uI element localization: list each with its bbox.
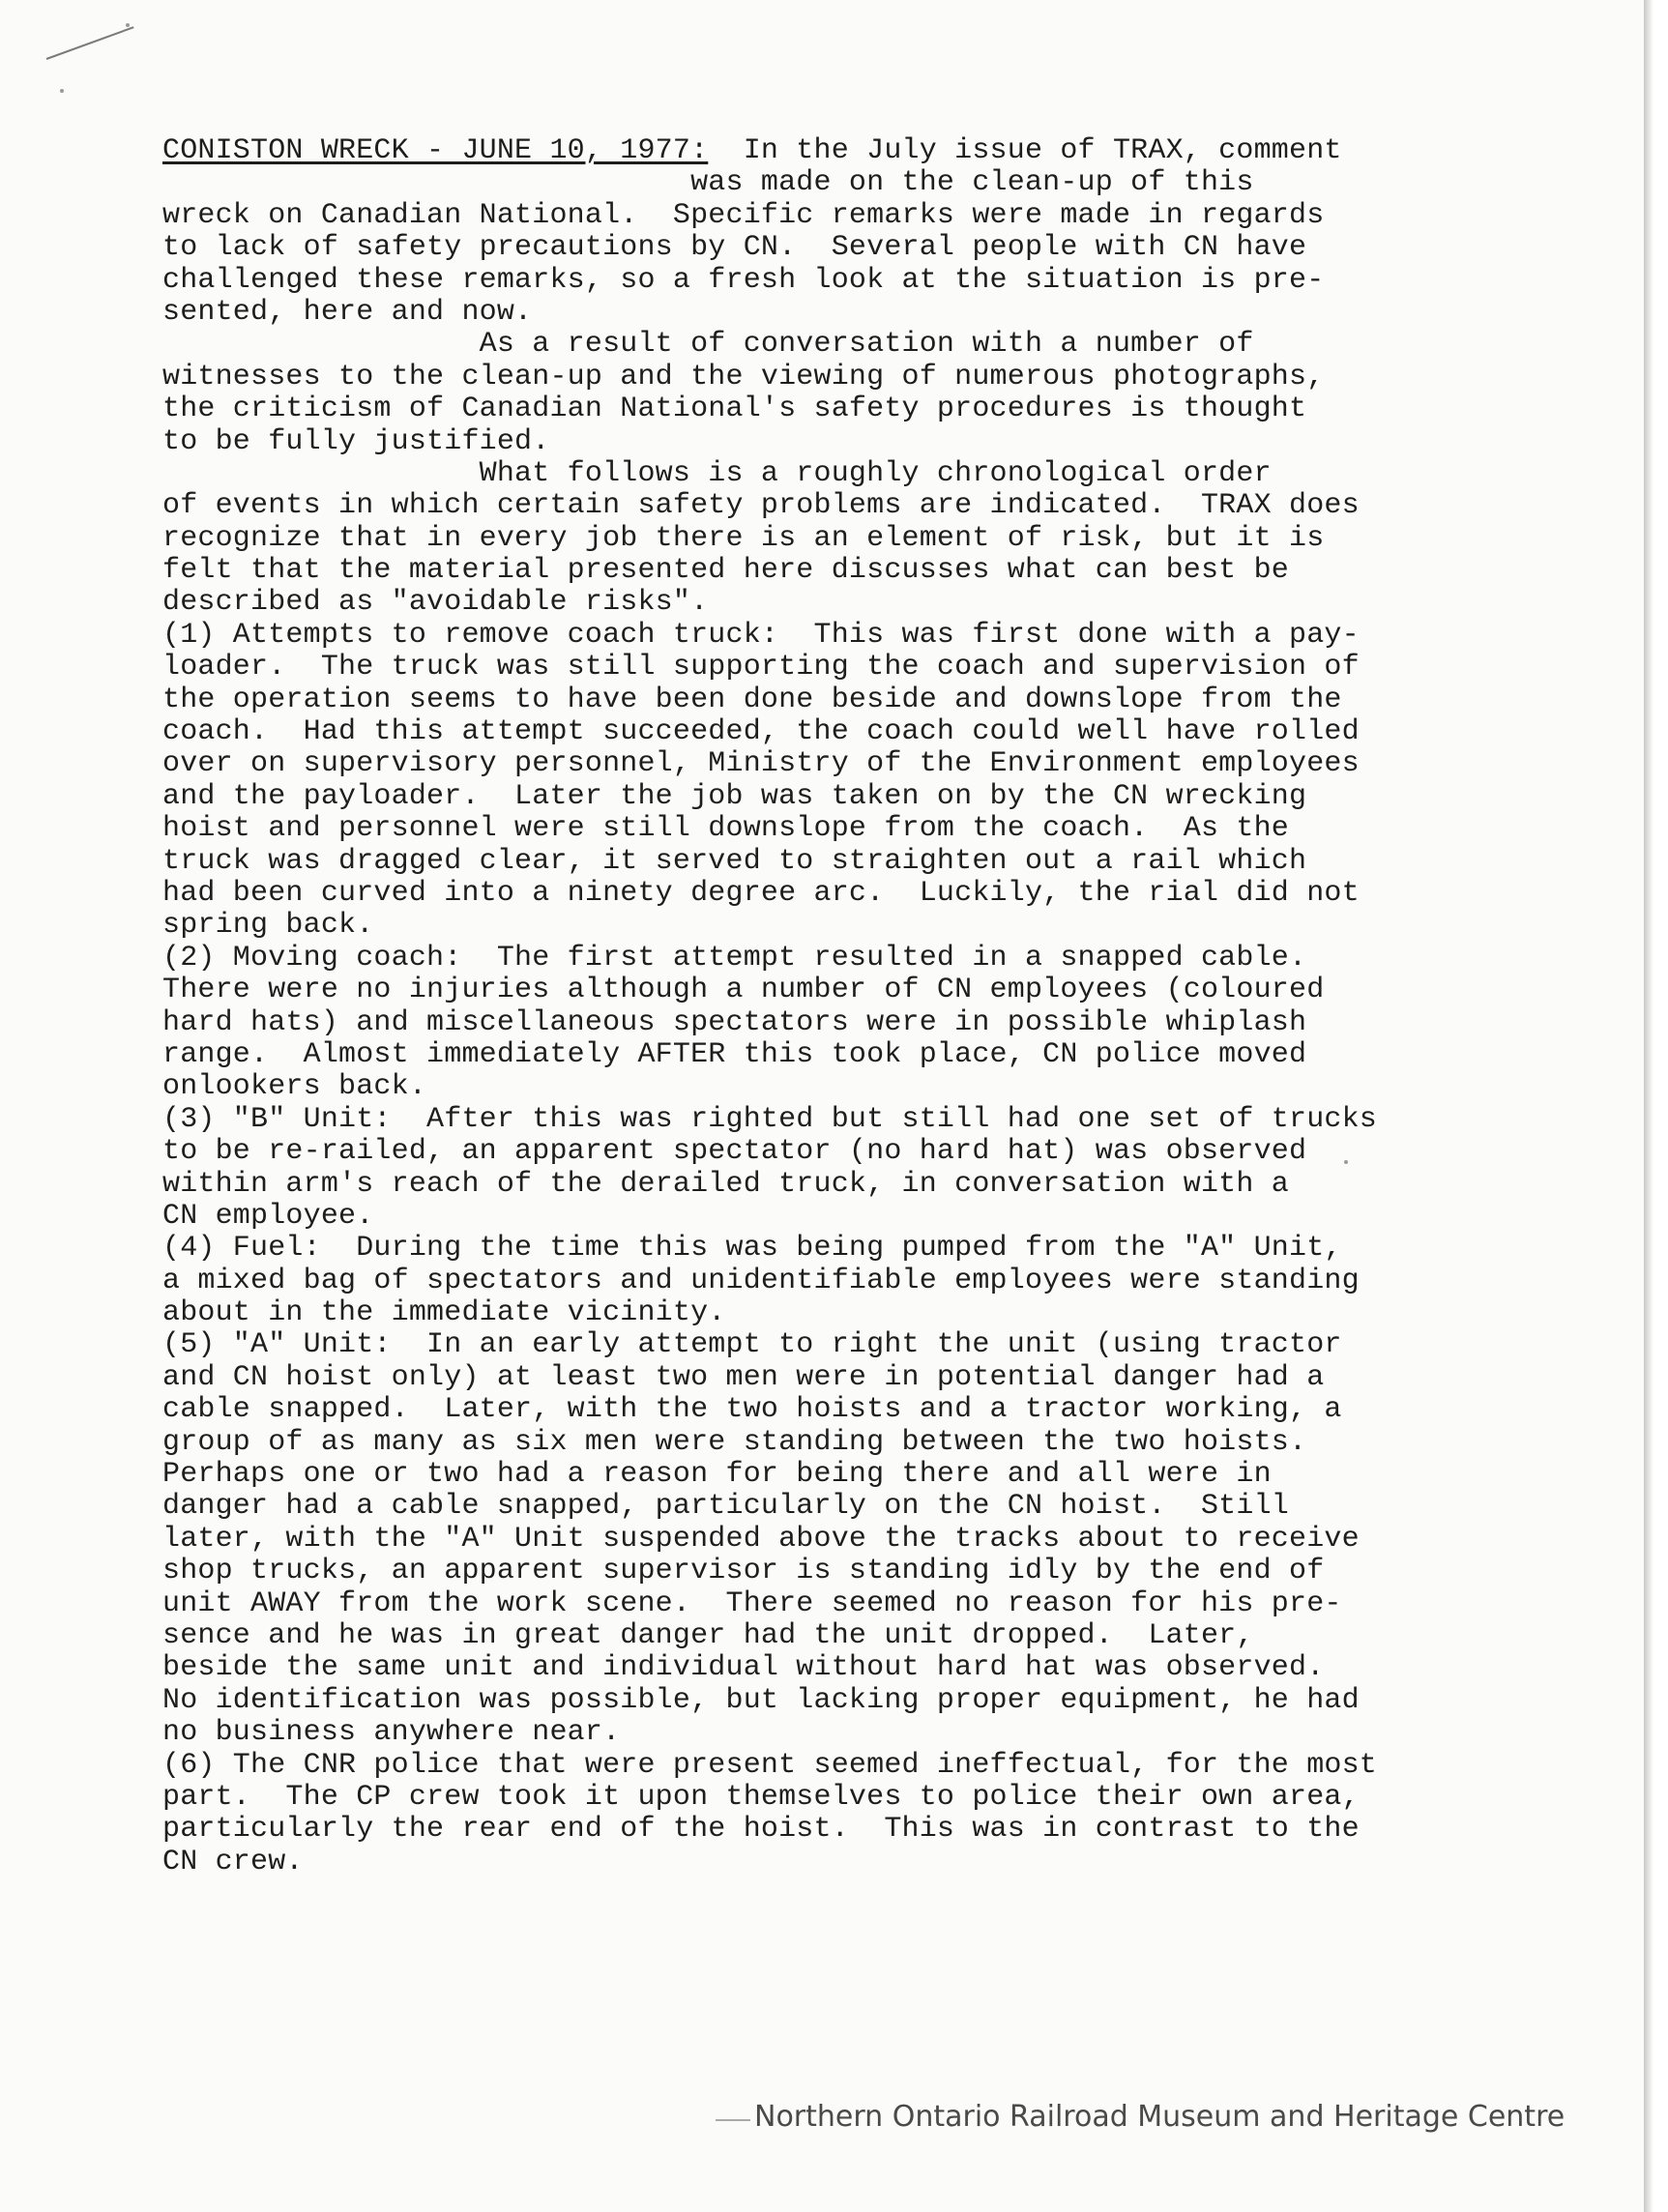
text-line: recognize that in every job there is an element of risk, but it is xyxy=(162,521,1325,555)
text-line: beside the same unit and individual without hard hat was observed. xyxy=(162,1651,1325,1685)
text-line: range. Almost immediately AFTER this took place, CN police moved xyxy=(162,1037,1307,1071)
text-line: challenged these remarks, so a fresh look at the situation is pre- xyxy=(162,263,1325,297)
footer-rule xyxy=(716,2119,750,2121)
text-line: part. The CP crew took it upon themselves to police their own area, xyxy=(162,1780,1360,1814)
text-line: (2) Moving coach: The first attempt resulted in a snapped cable. xyxy=(162,941,1307,975)
text-line: the criticism of Canadian National's safety procedures is thought xyxy=(162,393,1307,426)
text-line: within arm's reach of the derailed truck, in conversation with a xyxy=(162,1167,1289,1201)
text-line: to lack of safety precautions by CN. Several people with CN have xyxy=(162,231,1307,265)
text-line: (4) Fuel: During the time this was being pumped from the "A" Unit, xyxy=(162,1232,1342,1266)
text-line: CN employee. xyxy=(162,1199,374,1233)
text-line: described as "avoidable risks". xyxy=(162,586,709,620)
text-line: witnesses to the clean-up and the viewing of numerous photographs, xyxy=(162,360,1325,393)
text-line: What follows is a roughly chronological order xyxy=(162,456,1272,490)
text-line: No identification was possible, but lacking proper equipment, he had xyxy=(162,1683,1360,1717)
text-line: (1) Attempts to remove coach truck: This was first done with a pay- xyxy=(162,618,1360,652)
staple-mark xyxy=(46,26,134,60)
text-line: and the payloader. Later the job was taken on by the CN wrecking xyxy=(162,779,1307,813)
text-line: sented, here and now. xyxy=(162,295,533,329)
museum-credit: Northern Ontario Railroad Museum and Heritage Centre xyxy=(754,2100,1566,2134)
text-line: hoist and personnel were still downslope from the coach. As the xyxy=(162,812,1289,846)
text-line: to be fully justified. xyxy=(162,424,550,458)
text-line: sence and he was in great danger had the unit dropped. Later, xyxy=(162,1618,1254,1652)
text-line: later, with the "A" Unit suspended above the tracks about to receive xyxy=(162,1522,1360,1556)
text-line: loader. The truck was still supporting the coach and supervision of xyxy=(162,651,1360,684)
text-line: particularly the rear end of the hoist. This was in contrast to the xyxy=(162,1813,1360,1847)
text-line: shop trucks, an apparent supervisor is standing idly by the end of xyxy=(162,1555,1325,1588)
text-line: (3) "B" Unit: After this was righted but still had one set of trucks xyxy=(162,1102,1378,1136)
text-line: was made on the clean-up of this xyxy=(162,166,1254,200)
page-edge-shadow xyxy=(1644,0,1668,2212)
paper-speck xyxy=(60,89,64,93)
text-line: onlookers back. xyxy=(162,1070,427,1104)
text-line: danger had a cable snapped, particularly on the CN hoist. Still xyxy=(162,1490,1289,1524)
text-line: (5) "A" Unit: In an early attempt to right the unit (using tractor xyxy=(162,1328,1342,1362)
text-line: unit AWAY from the work scene. There seemed no reason for his pre- xyxy=(162,1586,1342,1620)
text-line: (6) The CNR police that were present seemed ineffectual, for the most xyxy=(162,1748,1378,1782)
text-line: about in the immediate vicinity. xyxy=(162,1296,726,1330)
text-line: coach. Had this attempt succeeded, the coach could well have rolled xyxy=(162,715,1360,749)
paper-speck xyxy=(126,23,130,27)
text-line: truck was dragged clear, it served to straighten out a rail which xyxy=(162,844,1307,878)
text-line: and CN hoist only) at least two men were in potential danger had a xyxy=(162,1360,1325,1394)
text-line: to be re-railed, an apparent spectator (no hard hat) was observed xyxy=(162,1135,1307,1169)
first-line-text: In the July issue of TRAX, comment xyxy=(708,134,1342,167)
text-line: group of as many as six men were standing between the two hoists. xyxy=(162,1425,1307,1459)
text-line: a mixed bag of spectators and unidentifiable employees were standing xyxy=(162,1264,1360,1297)
text-line: As a result of conversation with a number of xyxy=(162,328,1254,362)
text-line: of events in which certain safety problems are indicated. TRAX does xyxy=(162,489,1360,523)
document-body xyxy=(162,135,1526,1878)
body-lines xyxy=(162,167,1526,1878)
text-line: Perhaps one or two had a reason for being there and all were in xyxy=(162,1458,1272,1492)
text-line: had been curved into a ninety degree arc. Luckily, the rial did not xyxy=(162,876,1360,910)
document-heading: CONISTON WRECK - JUNE 10, 1977: xyxy=(162,134,709,167)
text-line: wreck on Canadian National. Specific remarks were made in regards xyxy=(162,198,1325,232)
text-line: CN crew. xyxy=(162,1845,304,1878)
text-line: spring back. xyxy=(162,909,374,943)
text-line: hard hats) and miscellaneous spectators were in possible whiplash xyxy=(162,1005,1307,1039)
text-line: felt that the material presented here discusses what can best be xyxy=(162,554,1289,588)
text-line: There were no injuries although a number of CN employees (coloured xyxy=(162,974,1325,1007)
text-line: no business anywhere near. xyxy=(162,1716,621,1750)
text-line: the operation seems to have been done beside and downslope from the xyxy=(162,683,1342,716)
first-line xyxy=(162,135,1526,167)
text-line: cable snapped. Later, with the two hoists and a tractor working, a xyxy=(162,1393,1342,1427)
text-line: over on supervisory personnel, Ministry of the Environment employees xyxy=(162,747,1360,781)
